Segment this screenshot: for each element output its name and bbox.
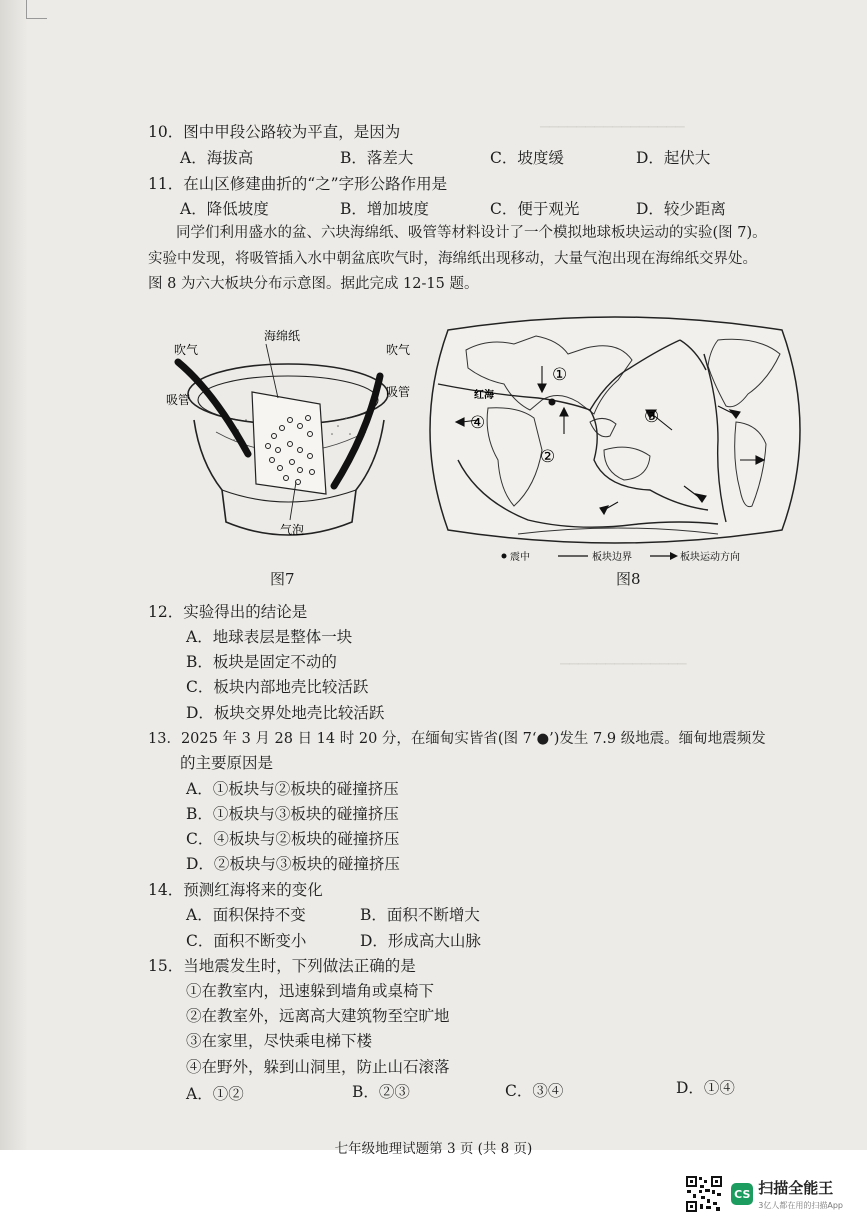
straw-left bbox=[178, 362, 248, 454]
legend-boundary: 板块边界 bbox=[592, 552, 632, 563]
question-11-stem: 11．在山区修建曲折的“之”字形公路作用是 bbox=[148, 175, 448, 193]
q15-item-3: ③在家里，尽快乘电梯下楼 bbox=[186, 1032, 373, 1050]
q15-option-a[interactable]: A．①② bbox=[186, 1085, 244, 1103]
intro-line-1: 同学们利用盛水的盆、六块海绵纸、吸管等材料设计了一个模拟地球板块运动的实验(图 7)。 bbox=[176, 225, 767, 241]
q15-option-b[interactable]: B．②③ bbox=[352, 1083, 410, 1101]
scanner-watermark bbox=[685, 1175, 843, 1213]
q12-option-c[interactable]: C．板块内部地壳比较活跃 bbox=[186, 678, 369, 696]
brand-name: 扫描全能王 bbox=[758, 1179, 834, 1197]
label-sponge: 海绵纸 bbox=[264, 329, 301, 343]
map-frame bbox=[430, 317, 800, 543]
question-13-stem-line2: 的主要原因是 bbox=[180, 754, 274, 772]
bleed-through: ──────────────── bbox=[540, 118, 685, 136]
q13-option-c[interactable]: C．④板块与②板块的碰撞挤压 bbox=[186, 830, 400, 848]
label-blow-right: 吹气 bbox=[386, 343, 411, 357]
legend-epicenter: 震中 bbox=[510, 552, 530, 563]
q10-option-d[interactable]: D．起伏大 bbox=[636, 149, 711, 167]
label-straw-right: 吸管 bbox=[386, 385, 411, 399]
q10-option-c[interactable]: C．坡度缓 bbox=[490, 149, 564, 167]
bleed-through: ────────────── bbox=[560, 655, 687, 673]
q12-option-d[interactable]: D．板块交界处地壳比较活跃 bbox=[186, 704, 385, 722]
q15-option-d[interactable]: D．①④ bbox=[676, 1079, 735, 1097]
q15-item-1: ①在教室内，迅速躲到墙角或桌椅下 bbox=[186, 982, 435, 1000]
label-straw-left: 吸管 bbox=[166, 393, 191, 407]
page-edge-shadow bbox=[0, 0, 28, 1150]
q10-option-a[interactable]: A．海拔高 bbox=[180, 149, 254, 167]
camscanner-logo-icon: CS bbox=[731, 1183, 753, 1205]
intro-line-2: 实验中发现，将吸管插入水中朝盆底吹气时，海绵纸出现移动，大量气泡出现在海绵纸交界处。 bbox=[148, 251, 757, 267]
q14-option-d[interactable]: D．形成高大山脉 bbox=[360, 932, 481, 950]
q14-option-b[interactable]: B．面积不断增大 bbox=[360, 906, 480, 924]
q11-option-b[interactable]: B．增加坡度 bbox=[340, 200, 429, 218]
sponge-paper bbox=[252, 392, 326, 494]
q15-item-2: ②在教室外，远离高大建筑物至空旷地 bbox=[186, 1007, 450, 1025]
q10-option-b[interactable]: B．落差大 bbox=[340, 149, 414, 167]
figure-8-caption: 图8 bbox=[616, 570, 641, 588]
question-10-stem: 10．图中甲段公路较为平直，是因为 bbox=[148, 123, 401, 141]
figure-7-caption: 图7 bbox=[270, 570, 295, 588]
q13-option-b[interactable]: B．①板块与③板块的碰撞挤压 bbox=[186, 805, 399, 823]
plate-2-label: ② bbox=[540, 447, 556, 467]
corner-crop-mark bbox=[26, 0, 47, 19]
q11-option-a[interactable]: A．降低坡度 bbox=[180, 200, 269, 218]
legend-direction: 板块运动方向 bbox=[680, 552, 740, 563]
question-15-stem: 15．当地震发生时，下列做法正确的是 bbox=[148, 957, 416, 975]
page-footer: 七年级地理试题第 3 页 (共 8 页) bbox=[334, 1141, 533, 1157]
q13-option-d[interactable]: D．②板块与③板块的碰撞挤压 bbox=[186, 855, 400, 873]
q14-option-c[interactable]: C．面积不断变小 bbox=[186, 932, 307, 950]
brand-tagline: 3亿人都在用的扫描App bbox=[758, 1201, 843, 1210]
question-12-stem: 12．实验得出的结论是 bbox=[148, 603, 308, 621]
question-13-stem-line1: 13．2025 年 3 月 28 日 14 时 20 分，在缅甸实皆省(图 7‘●’)发生 7.9 级地震。缅甸地震频发 bbox=[148, 731, 766, 747]
plate-4-label: ④ bbox=[470, 413, 486, 433]
intro-line-3: 图 8 为六大板块分布示意图。据此完成 12-15 题。 bbox=[148, 276, 479, 292]
label-blow-left: 吹气 bbox=[174, 343, 199, 357]
plate-3-label: ③ bbox=[644, 407, 660, 427]
q15-item-4: ④在野外，躲到山洞里，防止山石滚落 bbox=[186, 1058, 450, 1076]
q12-option-b[interactable]: B．板块是固定不动的 bbox=[186, 653, 337, 671]
label-bubbles: 气泡 bbox=[280, 523, 305, 537]
q12-option-a[interactable]: A．地球表层是整体一块 bbox=[186, 628, 353, 646]
plate-1-label: ① bbox=[552, 365, 568, 385]
q11-option-d[interactable]: D．较少距离 bbox=[636, 200, 726, 218]
straw-right bbox=[334, 376, 380, 486]
figure-7-experiment bbox=[160, 322, 420, 572]
question-14-stem: 14．预测红海将来的变化 bbox=[148, 881, 323, 899]
q13-option-a[interactable]: A．①板块与②板块的碰撞挤压 bbox=[186, 780, 399, 798]
q15-option-c[interactable]: C．③④ bbox=[505, 1082, 564, 1100]
q14-option-a[interactable]: A．面积保持不变 bbox=[186, 906, 306, 924]
label-red-sea: 红海 bbox=[474, 390, 494, 401]
figure-8-plate-map bbox=[418, 310, 813, 565]
q11-option-c[interactable]: C．便于观光 bbox=[490, 200, 580, 218]
epicenter-dot bbox=[549, 399, 556, 406]
qr-code-icon bbox=[685, 1175, 723, 1213]
